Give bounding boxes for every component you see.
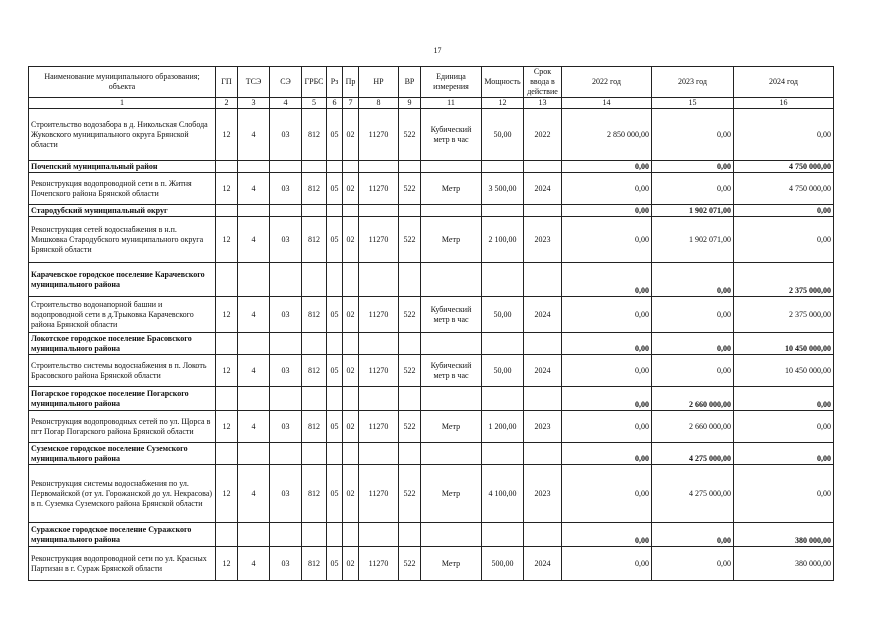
cell-rz	[327, 333, 343, 355]
cell-se	[270, 205, 302, 217]
cell-se	[270, 333, 302, 355]
cell-np: 11270	[359, 297, 399, 333]
col-number: 4	[270, 98, 302, 109]
group-row	[29, 161, 834, 173]
cell-term: 2024	[524, 297, 562, 333]
cell-y2023: 1 902 071,00	[652, 205, 734, 217]
cell-gp: 12	[216, 355, 238, 387]
cell-power: 1 200,00	[482, 411, 524, 443]
cell-unit	[421, 161, 482, 173]
cell-np	[359, 161, 399, 173]
cell-gp	[216, 523, 238, 547]
cell-unit: Кубический метр в час	[421, 109, 482, 161]
cell-grbs: 812	[302, 547, 327, 581]
cell-power	[482, 443, 524, 465]
cell-vr	[399, 263, 421, 297]
cell-vr: 522	[399, 411, 421, 443]
cell-rz	[327, 205, 343, 217]
cell-y2023: 0,00	[652, 161, 734, 173]
cell-pr: 02	[343, 547, 359, 581]
header-se: СЭ	[270, 67, 302, 98]
cell-vr: 522	[399, 465, 421, 523]
cell-y2022: 0,00	[562, 297, 652, 333]
cell-tse: 4	[238, 109, 270, 161]
cell-term	[524, 205, 562, 217]
cell-pr	[343, 443, 359, 465]
cell-y2022: 0,00	[562, 443, 652, 465]
cell-term	[524, 333, 562, 355]
cell-unit	[421, 387, 482, 411]
cell-vr: 522	[399, 355, 421, 387]
cell-vr	[399, 523, 421, 547]
cell-y2024: 0,00	[734, 387, 834, 411]
cell-grbs: 812	[302, 297, 327, 333]
header-power: Мощность	[482, 67, 524, 98]
cell-power	[482, 263, 524, 297]
cell-name: Строительство системы водоснабжения в п. Локоть Брасовского района Брянской области	[29, 355, 216, 387]
cell-y2024: 2 375 000,00	[734, 297, 834, 333]
cell-pr: 02	[343, 411, 359, 443]
budget-table	[28, 66, 834, 581]
cell-pr	[343, 333, 359, 355]
col-number: 12	[482, 98, 524, 109]
cell-term: 2023	[524, 411, 562, 443]
cell-gp: 12	[216, 465, 238, 523]
cell-term: 2023	[524, 217, 562, 263]
cell-grbs	[302, 205, 327, 217]
cell-y2024: 10 450 000,00	[734, 355, 834, 387]
header-2023: 2023 год	[652, 67, 734, 98]
cell-name: Погарское городское поселение Погарского муниципального района	[29, 387, 216, 411]
cell-term: 2024	[524, 173, 562, 205]
cell-pr	[343, 161, 359, 173]
cell-rz: 05	[327, 411, 343, 443]
cell-unit	[421, 205, 482, 217]
cell-y2024: 10 450 000,00	[734, 333, 834, 355]
cell-unit	[421, 263, 482, 297]
cell-np	[359, 333, 399, 355]
cell-y2022: 0,00	[562, 173, 652, 205]
cell-name: Реконструкция водопроводной сети в п. Житня Почепского района Брянской области	[29, 173, 216, 205]
cell-term: 2024	[524, 547, 562, 581]
cell-pr: 02	[343, 465, 359, 523]
cell-term	[524, 263, 562, 297]
table-header	[29, 67, 834, 98]
cell-se: 03	[270, 297, 302, 333]
cell-y2024: 0,00	[734, 205, 834, 217]
cell-y2023: 0,00	[652, 547, 734, 581]
cell-grbs	[302, 523, 327, 547]
cell-se	[270, 387, 302, 411]
cell-grbs	[302, 333, 327, 355]
header-2024: 2024 год	[734, 67, 834, 98]
header-2022: 2022 год	[562, 67, 652, 98]
cell-y2024: 0,00	[734, 465, 834, 523]
cell-y2024: 0,00	[734, 109, 834, 161]
cell-power: 50,00	[482, 109, 524, 161]
cell-unit: Метр	[421, 547, 482, 581]
cell-tse: 4	[238, 465, 270, 523]
cell-y2023: 0,00	[652, 297, 734, 333]
cell-vr	[399, 443, 421, 465]
header-tse: ТСЭ	[238, 67, 270, 98]
cell-y2022: 0,00	[562, 355, 652, 387]
cell-tse: 4	[238, 547, 270, 581]
cell-gp	[216, 263, 238, 297]
col-number: 14	[562, 98, 652, 109]
cell-vr: 522	[399, 109, 421, 161]
cell-rz	[327, 523, 343, 547]
cell-y2024: 4 750 000,00	[734, 161, 834, 173]
cell-np: 11270	[359, 217, 399, 263]
cell-gp	[216, 161, 238, 173]
cell-power	[482, 333, 524, 355]
cell-name: Суземское городское поселение Суземского муниципального района	[29, 443, 216, 465]
cell-tse: 4	[238, 297, 270, 333]
cell-grbs: 812	[302, 173, 327, 205]
cell-np	[359, 205, 399, 217]
cell-name: Реконструкция водопроводных сетей по ул. Щорса в пгт Погар Погарского района Брянской области	[29, 411, 216, 443]
cell-rz	[327, 443, 343, 465]
cell-y2024: 380 000,00	[734, 547, 834, 581]
object-row	[29, 465, 834, 523]
cell-pr	[343, 263, 359, 297]
cell-y2022: 2 850 000,00	[562, 109, 652, 161]
cell-grbs: 812	[302, 109, 327, 161]
cell-rz	[327, 387, 343, 411]
cell-y2023: 4 275 000,00	[652, 443, 734, 465]
cell-rz: 05	[327, 355, 343, 387]
col-number: 5	[302, 98, 327, 109]
cell-term	[524, 443, 562, 465]
cell-pr: 02	[343, 109, 359, 161]
cell-pr	[343, 523, 359, 547]
cell-np: 11270	[359, 109, 399, 161]
cell-name: Строительство водонапорной башни и водопроводной сети в д.Трыковка Карачевского района Брянской области	[29, 297, 216, 333]
object-row	[29, 411, 834, 443]
cell-unit	[421, 333, 482, 355]
cell-se: 03	[270, 109, 302, 161]
cell-tse	[238, 443, 270, 465]
cell-grbs	[302, 443, 327, 465]
cell-rz: 05	[327, 465, 343, 523]
cell-term: 2023	[524, 465, 562, 523]
cell-unit: Метр	[421, 465, 482, 523]
cell-gp: 12	[216, 411, 238, 443]
cell-y2022: 0,00	[562, 387, 652, 411]
cell-gp	[216, 387, 238, 411]
page-number: 17	[433, 46, 442, 55]
cell-tse	[238, 333, 270, 355]
cell-pr	[343, 387, 359, 411]
cell-np: 11270	[359, 465, 399, 523]
cell-vr	[399, 205, 421, 217]
cell-power: 50,00	[482, 297, 524, 333]
cell-y2022: 0,00	[562, 217, 652, 263]
cell-gp	[216, 205, 238, 217]
cell-grbs	[302, 263, 327, 297]
cell-name: Реконструкция сетей водоснабжения в н.п. Мишковка Стародубского муниципального округа Брянской области	[29, 217, 216, 263]
cell-power: 3 500,00	[482, 173, 524, 205]
object-row	[29, 355, 834, 387]
col-number: 16	[734, 98, 834, 109]
cell-gp	[216, 333, 238, 355]
cell-unit: Кубический метр в час	[421, 297, 482, 333]
cell-se: 03	[270, 173, 302, 205]
cell-y2022: 0,00	[562, 205, 652, 217]
cell-y2023: 0,00	[652, 109, 734, 161]
cell-tse	[238, 161, 270, 173]
cell-y2024: 0,00	[734, 411, 834, 443]
cell-grbs: 812	[302, 465, 327, 523]
cell-name: Строительство водозабора в д. Никольская Слобода Жуковского муниципального округа Брянской области	[29, 109, 216, 161]
object-row	[29, 217, 834, 263]
col-number: 8	[359, 98, 399, 109]
header-pr: Пр	[343, 67, 359, 98]
cell-unit	[421, 443, 482, 465]
cell-grbs	[302, 161, 327, 173]
cell-name: Стародубский муниципальный округ	[29, 205, 216, 217]
header-gp: ГП	[216, 67, 238, 98]
cell-power: 2 100,00	[482, 217, 524, 263]
cell-term	[524, 387, 562, 411]
group-row	[29, 523, 834, 547]
cell-tse: 4	[238, 217, 270, 263]
cell-np: 11270	[359, 411, 399, 443]
cell-se	[270, 161, 302, 173]
cell-vr: 522	[399, 297, 421, 333]
cell-np	[359, 387, 399, 411]
cell-y2022: 0,00	[562, 465, 652, 523]
cell-name: Почепский муниципальный район	[29, 161, 216, 173]
cell-pr: 02	[343, 217, 359, 263]
col-number: 6	[327, 98, 343, 109]
cell-gp: 12	[216, 173, 238, 205]
cell-y2024: 0,00	[734, 217, 834, 263]
col-number: 1	[29, 98, 216, 109]
cell-se: 03	[270, 217, 302, 263]
cell-se	[270, 263, 302, 297]
col-number: 9	[399, 98, 421, 109]
cell-y2022: 0,00	[562, 411, 652, 443]
cell-np	[359, 523, 399, 547]
cell-vr	[399, 161, 421, 173]
cell-y2024: 4 750 000,00	[734, 173, 834, 205]
col-number: 2	[216, 98, 238, 109]
object-row	[29, 547, 834, 581]
cell-power	[482, 523, 524, 547]
cell-vr	[399, 333, 421, 355]
cell-unit	[421, 523, 482, 547]
cell-power	[482, 205, 524, 217]
cell-grbs: 812	[302, 411, 327, 443]
object-row	[29, 173, 834, 205]
header-name: Наименование муниципального образования; объекта	[29, 67, 216, 98]
cell-np	[359, 443, 399, 465]
cell-gp: 12	[216, 217, 238, 263]
cell-rz: 05	[327, 173, 343, 205]
header-unit: Единица измерения	[421, 67, 482, 98]
cell-y2023: 0,00	[652, 333, 734, 355]
cell-y2022: 0,00	[562, 523, 652, 547]
cell-y2023: 1 902 071,00	[652, 217, 734, 263]
header-term: Срок ввода в действие	[524, 67, 562, 98]
cell-rz	[327, 161, 343, 173]
col-number: 7	[343, 98, 359, 109]
cell-gp: 12	[216, 297, 238, 333]
cell-gp: 12	[216, 109, 238, 161]
cell-tse	[238, 263, 270, 297]
group-row	[29, 205, 834, 217]
cell-tse: 4	[238, 411, 270, 443]
cell-name: Реконструкция системы водоснабжения по ул. Первомайской (от ул. Горожанской до ул. Некрасова) в п. Суземка Суземского района Брянской области	[29, 465, 216, 523]
cell-grbs: 812	[302, 217, 327, 263]
cell-unit: Метр	[421, 217, 482, 263]
column-numbers-row	[29, 98, 834, 109]
cell-y2023: 0,00	[652, 263, 734, 297]
cell-name: Карачевское городское поселение Карачевского муниципального района	[29, 263, 216, 297]
cell-power: 500,00	[482, 547, 524, 581]
cell-power	[482, 161, 524, 173]
cell-term: 2022	[524, 109, 562, 161]
object-row	[29, 297, 834, 333]
cell-y2024: 2 375 000,00	[734, 263, 834, 297]
header-np: НР	[359, 67, 399, 98]
cell-pr: 02	[343, 355, 359, 387]
cell-vr: 522	[399, 173, 421, 205]
cell-y2023: 4 275 000,00	[652, 465, 734, 523]
cell-tse	[238, 205, 270, 217]
cell-se: 03	[270, 411, 302, 443]
cell-unit: Метр	[421, 173, 482, 205]
cell-vr	[399, 387, 421, 411]
object-row	[29, 109, 834, 161]
cell-rz	[327, 263, 343, 297]
cell-tse	[238, 523, 270, 547]
cell-unit: Кубический метр в час	[421, 355, 482, 387]
col-number: 15	[652, 98, 734, 109]
cell-name: Реконструкция водопроводной сети по ул. Красных Партизан в г. Сураж Брянской области	[29, 547, 216, 581]
cell-tse: 4	[238, 355, 270, 387]
col-number: 13	[524, 98, 562, 109]
cell-rz: 05	[327, 109, 343, 161]
cell-y2024: 380 000,00	[734, 523, 834, 547]
cell-power: 50,00	[482, 355, 524, 387]
cell-term	[524, 523, 562, 547]
cell-vr: 522	[399, 547, 421, 581]
header-grbs: ГРБС	[302, 67, 327, 98]
cell-rz: 05	[327, 217, 343, 263]
cell-np: 11270	[359, 547, 399, 581]
cell-grbs	[302, 387, 327, 411]
cell-power	[482, 387, 524, 411]
cell-gp	[216, 443, 238, 465]
cell-np: 11270	[359, 173, 399, 205]
group-row	[29, 443, 834, 465]
cell-se: 03	[270, 465, 302, 523]
cell-rz: 05	[327, 547, 343, 581]
cell-gp: 12	[216, 547, 238, 581]
cell-vr: 522	[399, 217, 421, 263]
group-row	[29, 263, 834, 297]
cell-se: 03	[270, 355, 302, 387]
header-vr: ВР	[399, 67, 421, 98]
cell-se: 03	[270, 547, 302, 581]
col-number: 3	[238, 98, 270, 109]
cell-unit: Метр	[421, 411, 482, 443]
cell-term	[524, 161, 562, 173]
cell-name: Суражское городское поселение Суражского муниципального района	[29, 523, 216, 547]
cell-y2022: 0,00	[562, 263, 652, 297]
cell-y2023: 0,00	[652, 173, 734, 205]
cell-rz: 05	[327, 297, 343, 333]
cell-np	[359, 263, 399, 297]
cell-tse	[238, 387, 270, 411]
cell-se	[270, 523, 302, 547]
cell-np: 11270	[359, 355, 399, 387]
group-row	[29, 333, 834, 355]
cell-pr: 02	[343, 297, 359, 333]
cell-name: Локотское городское поселение Брасовского муниципального района	[29, 333, 216, 355]
cell-y2023: 0,00	[652, 523, 734, 547]
cell-y2022: 0,00	[562, 547, 652, 581]
cell-pr: 02	[343, 173, 359, 205]
cell-pr	[343, 205, 359, 217]
cell-y2023: 2 660 000,00	[652, 387, 734, 411]
cell-term: 2024	[524, 355, 562, 387]
cell-y2024: 0,00	[734, 443, 834, 465]
cell-y2022: 0,00	[562, 161, 652, 173]
group-row	[29, 387, 834, 411]
cell-y2022: 0,00	[562, 333, 652, 355]
col-number: 11	[421, 98, 482, 109]
header-rz: Рз	[327, 67, 343, 98]
cell-power: 4 100,00	[482, 465, 524, 523]
cell-se	[270, 443, 302, 465]
cell-tse: 4	[238, 173, 270, 205]
cell-y2023: 2 660 000,00	[652, 411, 734, 443]
cell-grbs: 812	[302, 355, 327, 387]
cell-y2023: 0,00	[652, 355, 734, 387]
